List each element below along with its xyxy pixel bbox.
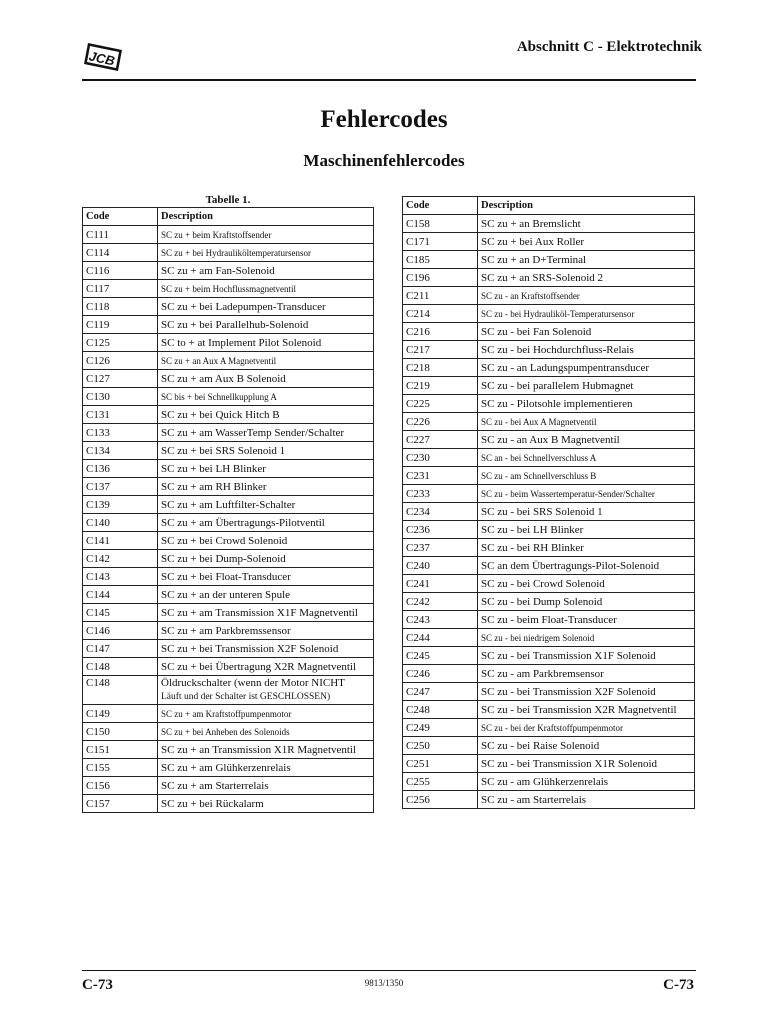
fault-code: C256 [403, 791, 478, 809]
table-row [83, 244, 374, 262]
fault-description: SC zu - bei Fan Solenoid [478, 323, 695, 341]
fault-code: C111 [83, 226, 158, 244]
table-row [83, 676, 374, 705]
fault-description: SC zu + bei Anheben des Solenoids [158, 723, 374, 741]
table-caption: Tabelle 1. [205, 194, 251, 206]
fault-description: SC zu + an Aux A Magnetventil [158, 352, 374, 370]
fault-code: C140 [83, 514, 158, 532]
fault-code: C185 [403, 251, 478, 269]
fault-description: SC zu - an Aux B Magnetventil [478, 431, 695, 449]
fault-description: SC zu + bei Übertragung X2R Magnetventil [158, 658, 374, 676]
fault-code: C214 [403, 305, 478, 323]
fault-code: C241 [403, 575, 478, 593]
table-row [83, 741, 374, 759]
table-row [83, 226, 374, 244]
table-row [403, 449, 695, 467]
fault-code: C245 [403, 647, 478, 665]
table-row [83, 496, 374, 514]
fault-description: SC zu - an Kraftstoffsender [478, 287, 695, 305]
fault-code: C243 [403, 611, 478, 629]
table-header-row [83, 208, 374, 226]
table-row [83, 705, 374, 723]
table-row [403, 755, 695, 773]
table-row [403, 575, 695, 593]
fault-description: SC zu + an SRS-Solenoid 2 [478, 269, 695, 287]
table-row [403, 539, 695, 557]
fault-description: SC zu - am Starterrelais [478, 791, 695, 809]
fault-description: SC zu + bei Rückalarm [158, 795, 374, 813]
fault-code: C150 [83, 723, 158, 741]
fault-description: SC zu + an Bremslicht [478, 215, 695, 233]
table-row [83, 532, 374, 550]
table-row [403, 341, 695, 359]
table-row [403, 647, 695, 665]
fault-description: SC zu + bei Crowd Solenoid [158, 532, 374, 550]
fault-code: C127 [83, 370, 158, 388]
table-row [83, 550, 374, 568]
table-row [83, 370, 374, 388]
table-row [83, 298, 374, 316]
fault-description: SC an dem Übertragungs-Pilot-Solenoid [478, 557, 695, 575]
fault-description: SC zu + am Luftfilter-Schalter [158, 496, 374, 514]
column-header-code: Code [403, 197, 478, 215]
table-row [403, 305, 695, 323]
fault-code: C131 [83, 406, 158, 424]
page-subtitle: Maschinenfehlercodes [303, 151, 465, 170]
fault-code: C231 [403, 467, 478, 485]
fault-description [158, 676, 374, 705]
table-row [403, 629, 695, 647]
fault-description: SC zu + am Glühkerzenrelais [158, 759, 374, 777]
table-row [83, 640, 374, 658]
fault-description: SC zu + bei Float-Transducer [158, 568, 374, 586]
fault-code: C130 [83, 388, 158, 406]
fault-description: SC zu + bei Quick Hitch B [158, 406, 374, 424]
table-row [403, 323, 695, 341]
page-title: Fehlercodes [320, 106, 448, 133]
fault-code: C117 [83, 280, 158, 298]
fault-description: SC zu - bei Hochdurchfluss-Relais [478, 341, 695, 359]
fault-code-table-left [82, 207, 374, 813]
fault-code: C143 [83, 568, 158, 586]
fault-code: C217 [403, 341, 478, 359]
fault-description: SC zu + bei SRS Solenoid 1 [158, 442, 374, 460]
table-row [83, 334, 374, 352]
fault-code: C133 [83, 424, 158, 442]
table-row [83, 316, 374, 334]
fault-description: SC zu - bei LH Blinker [478, 521, 695, 539]
table-row [403, 683, 695, 701]
fault-description: SC zu + am Aux B Solenoid [158, 370, 374, 388]
fault-description: SC zu + an Transmission X1R Magnetventil [158, 741, 374, 759]
fault-description: SC to + at Implement Pilot Solenoid [158, 334, 374, 352]
fault-description: SC zu + am Parkbremssensor [158, 622, 374, 640]
fault-description: SC zu - bei Hydrauliköl-Temperatursensor [478, 305, 695, 323]
fault-code: C240 [403, 557, 478, 575]
table-body-left [83, 226, 374, 813]
table-row [403, 521, 695, 539]
fault-description: SC zu + am RH Blinker [158, 478, 374, 496]
fault-description: SC zu + beim Hochflussmagnetventil [158, 280, 374, 298]
fault-code: C242 [403, 593, 478, 611]
table-row [83, 759, 374, 777]
fault-code: C226 [403, 413, 478, 431]
fault-description: SC zu - bei RH Blinker [478, 539, 695, 557]
fault-description: SC zu - bei Raise Solenoid [478, 737, 695, 755]
fault-code: C147 [83, 640, 158, 658]
fault-description: SC zu - am Parkbremsensor [478, 665, 695, 683]
fault-description: SC zu + beim Kraftstoffsender [158, 226, 374, 244]
table-row [83, 514, 374, 532]
fault-code: C247 [403, 683, 478, 701]
fault-description: SC zu + bei Dump-Solenoid [158, 550, 374, 568]
fault-code: C114 [83, 244, 158, 262]
fault-description: SC zu + bei LH Blinker [158, 460, 374, 478]
fault-description: SC zu - beim Float-Transducer [478, 611, 695, 629]
section-title: Abschnitt C - Elektrotechnik [516, 39, 702, 55]
fault-code: C141 [83, 532, 158, 550]
fault-description: SC zu - bei der Kraftstoffpumpenmotor [478, 719, 695, 737]
fault-code: C157 [83, 795, 158, 813]
fault-description: SC zu - beim Wassertemperatur-Sender/Schalter [478, 485, 695, 503]
fault-code: C137 [83, 478, 158, 496]
table-row [83, 388, 374, 406]
fault-code: C136 [83, 460, 158, 478]
table-row [403, 773, 695, 791]
fault-description-line: Öldruckschalter (wenn der Motor NICHT [161, 677, 345, 689]
fault-code: C219 [403, 377, 478, 395]
fault-code: C230 [403, 449, 478, 467]
table-row [403, 413, 695, 431]
table-row [403, 503, 695, 521]
page-number-right: C-73 [663, 977, 694, 993]
table-row [403, 467, 695, 485]
fault-description: SC zu - bei niedrigem Solenoid [478, 629, 695, 647]
table-row [403, 611, 695, 629]
table-row [403, 665, 695, 683]
table-row [403, 233, 695, 251]
table-body-right [403, 215, 695, 809]
fault-code: C148 [83, 676, 158, 705]
table-row [403, 431, 695, 449]
table-row [403, 251, 695, 269]
fault-code: C216 [403, 323, 478, 341]
fault-description: SC zu - bei parallelem Hubmagnet [478, 377, 695, 395]
fault-code: C251 [403, 755, 478, 773]
table-row [83, 658, 374, 676]
table-header-row [403, 197, 695, 215]
table-row [403, 359, 695, 377]
header-rule [82, 79, 696, 81]
fault-description: SC zu + bei Hydrauliköltemperatursensor [158, 244, 374, 262]
table-row [83, 568, 374, 586]
table-row [83, 460, 374, 478]
fault-code: C118 [83, 298, 158, 316]
table-row [83, 406, 374, 424]
fault-description: SC zu - bei Crowd Solenoid [478, 575, 695, 593]
fault-code: C146 [83, 622, 158, 640]
table-row [83, 478, 374, 496]
fault-code: C234 [403, 503, 478, 521]
fault-description: SC zu - bei Transmission X1R Solenoid [478, 755, 695, 773]
fault-code: C225 [403, 395, 478, 413]
fault-description: SC zu + an D+Terminal [478, 251, 695, 269]
fault-description: SC zu - bei Transmission X1F Solenoid [478, 647, 695, 665]
fault-description: SC zu + am Starterrelais [158, 777, 374, 795]
table-row [403, 719, 695, 737]
fault-code: C155 [83, 759, 158, 777]
fault-description: SC zu + an der unteren Spule [158, 586, 374, 604]
fault-description: SC zu + am Fan-Solenoid [158, 262, 374, 280]
fault-code-table-right [402, 196, 695, 809]
fault-code: C134 [83, 442, 158, 460]
fault-code: C148 [83, 658, 158, 676]
table-row [83, 622, 374, 640]
table-row [403, 395, 695, 413]
fault-code: C218 [403, 359, 478, 377]
fault-description: SC zu + bei Aux Roller [478, 233, 695, 251]
table-row [83, 280, 374, 298]
fault-code: C237 [403, 539, 478, 557]
fault-code: C211 [403, 287, 478, 305]
document-number: 9813/1350 [364, 978, 404, 988]
fault-description-line: Läuft und der Schalter ist GESCHLOSSEN) [161, 692, 331, 702]
table-row [83, 604, 374, 622]
table-row [83, 777, 374, 795]
table-row [403, 701, 695, 719]
table-row [403, 485, 695, 503]
fault-code: C255 [403, 773, 478, 791]
table-row [403, 593, 695, 611]
table-row [83, 586, 374, 604]
fault-code: C171 [403, 233, 478, 251]
table-row [403, 215, 695, 233]
fault-code: C139 [83, 496, 158, 514]
table-row [83, 424, 374, 442]
fault-code: C151 [83, 741, 158, 759]
column-header-description: Description [158, 208, 374, 226]
footer-rule [82, 970, 696, 971]
fault-code: C244 [403, 629, 478, 647]
fault-description: SC zu - bei Transmission X2R Magnetventil [478, 701, 695, 719]
page-number-left: C-73 [82, 977, 113, 993]
fault-code: C125 [83, 334, 158, 352]
fault-description: SC zu + am Transmission X1F Magnetventil [158, 604, 374, 622]
fault-code: C119 [83, 316, 158, 334]
fault-description: SC zu - an Ladungspumpentransducer [478, 359, 695, 377]
fault-description: SC zu + bei Transmission X2F Solenoid [158, 640, 374, 658]
table-row [403, 557, 695, 575]
table-row [403, 377, 695, 395]
fault-code: C249 [403, 719, 478, 737]
fault-code: C156 [83, 777, 158, 795]
fault-code: C196 [403, 269, 478, 287]
fault-description: SC zu - Pilotsohle implementieren [478, 395, 695, 413]
fault-description: SC zu + am WasserTemp Sender/Schalter [158, 424, 374, 442]
fault-description: SC zu + am Übertragungs-Pilotventil [158, 514, 374, 532]
table-row [403, 287, 695, 305]
fault-description: SC zu - am Glühkerzenrelais [478, 773, 695, 791]
table-row [403, 791, 695, 809]
table-row [83, 723, 374, 741]
fault-code: C248 [403, 701, 478, 719]
column-header-description: Description [478, 197, 695, 215]
fault-description: SC bis + bei Schnellkupplung A [158, 388, 374, 406]
fault-code: C144 [83, 586, 158, 604]
fault-description: SC zu + bei Ladepumpen-Transducer [158, 298, 374, 316]
table-row [83, 795, 374, 813]
fault-description: SC zu - bei Aux A Magnetventil [478, 413, 695, 431]
fault-code: C250 [403, 737, 478, 755]
logo-text: JCB [87, 48, 117, 69]
jcb-logo [82, 40, 124, 74]
fault-description: SC zu + am Kraftstoffpumpenmotor [158, 705, 374, 723]
fault-code: C142 [83, 550, 158, 568]
fault-code: C236 [403, 521, 478, 539]
table-row [83, 262, 374, 280]
fault-code: C233 [403, 485, 478, 503]
fault-description: SC zu + bei Parallelhub-Solenoid [158, 316, 374, 334]
table-row [403, 269, 695, 287]
fault-code: C246 [403, 665, 478, 683]
fault-code: C227 [403, 431, 478, 449]
fault-description: SC zu - bei Dump Solenoid [478, 593, 695, 611]
fault-description: SC an - bei Schnellverschluss A [478, 449, 695, 467]
fault-code: C149 [83, 705, 158, 723]
fault-description: SC zu - bei Transmission X2F Solenoid [478, 683, 695, 701]
fault-code: C126 [83, 352, 158, 370]
fault-code: C145 [83, 604, 158, 622]
table-row [403, 737, 695, 755]
column-header-code: Code [83, 208, 158, 226]
table-row [83, 442, 374, 460]
fault-description: SC zu - bei SRS Solenoid 1 [478, 503, 695, 521]
table-row [83, 352, 374, 370]
fault-code: C158 [403, 215, 478, 233]
fault-description: SC zu - am Schnellverschluss B [478, 467, 695, 485]
fault-code: C116 [83, 262, 158, 280]
